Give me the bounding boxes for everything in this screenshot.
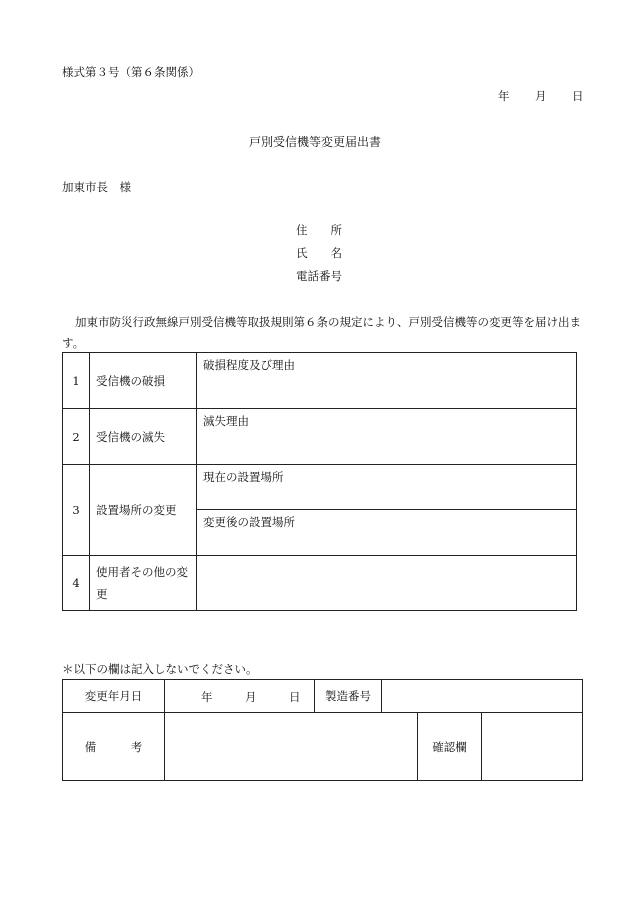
change-item-label: 設置場所の変更 (90, 465, 197, 556)
confirmation-field[interactable] (482, 713, 583, 781)
body-text: 加東市防災行政無線戸別受信機等取扱規則第６条の規定により、戸別受信機等の変更等を届け出ます。 (62, 315, 581, 350)
table-row (63, 680, 583, 713)
document-title: 戸別受信機等変更届出書 (248, 135, 381, 149)
confirmation-label: 確認欄 (418, 713, 482, 781)
office-use-note: ＊以下の欄は記入しないでください。 (62, 662, 258, 676)
new-location-field[interactable]: 変更後の設置場所 (197, 510, 577, 556)
row-number: 4 (63, 556, 90, 611)
office-date-day-label: 日 (289, 690, 301, 704)
date-month-label: 月 (535, 89, 547, 103)
table-row (63, 556, 577, 611)
office-date-month-label: 月 (245, 690, 257, 704)
change-details-table (62, 352, 577, 611)
change-item-label: 使用者その他の変更 (90, 556, 197, 611)
damage-detail-field[interactable]: 破損程度及び理由 (197, 353, 577, 409)
table-row (63, 353, 577, 409)
change-item-label: 受信機の滅失 (90, 409, 197, 465)
applicant-name-label: 氏 名 (296, 246, 342, 260)
table-row (63, 465, 577, 510)
change-item-label: 受信機の破損 (90, 353, 197, 409)
addressee: 加東市長 様 (62, 180, 131, 194)
remarks-label: 備 考 (63, 713, 165, 781)
office-use-table (62, 679, 583, 781)
date-year-label: 年 (498, 89, 510, 103)
table-row (63, 713, 583, 781)
applicant-address-label: 住 所 (296, 223, 342, 237)
change-date-field[interactable] (165, 680, 315, 713)
change-date-label: 変更年月日 (63, 680, 165, 713)
table-row (63, 409, 577, 465)
row-number: 2 (63, 409, 90, 465)
date-day-label: 日 (572, 89, 584, 103)
row-number: 1 (63, 353, 90, 409)
user-change-field[interactable] (197, 556, 577, 611)
serial-number-field[interactable] (382, 680, 583, 713)
current-location-field[interactable]: 現在の設置場所 (197, 465, 577, 510)
office-date-year-label: 年 (201, 690, 213, 704)
remarks-field[interactable] (165, 713, 418, 781)
applicant-phone-label: 電話番号 (296, 269, 342, 283)
serial-number-label: 製造番号 (315, 680, 382, 713)
form-number-label: 様式第３号（第６条関係） (62, 65, 200, 79)
loss-reason-field[interactable]: 滅失理由 (197, 409, 577, 465)
row-number: 3 (63, 465, 90, 556)
